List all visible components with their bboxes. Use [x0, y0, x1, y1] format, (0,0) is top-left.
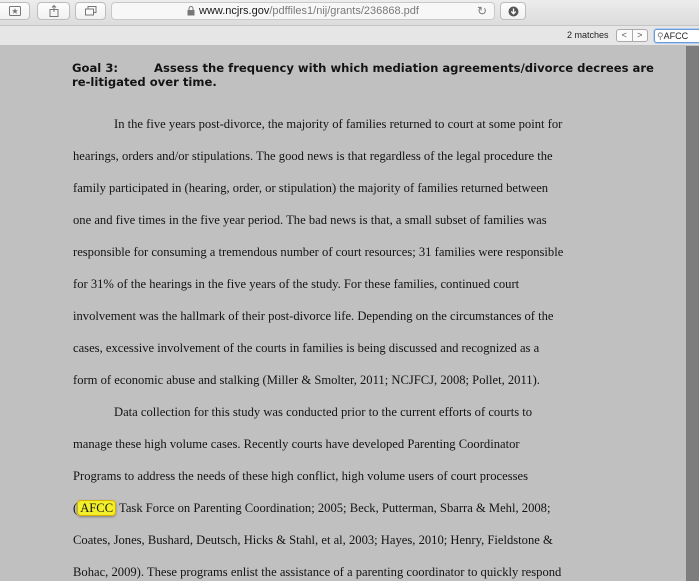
find-query: AFCC: [663, 31, 689, 41]
text-line: one and five times in the five year period. The bad news is that, a small subset of families was: [73, 213, 547, 227]
text-line: Coates, Jones, Bushard, Deutsch, Hicks & Stahl, et al, 2003; Hayes, 2010; Henry, Fieldstone &: [73, 533, 553, 547]
match-count: 2 matches: [567, 30, 609, 40]
search-icon: ⚲: [657, 31, 664, 41]
address-domain: www.ncjrs.gov: [199, 5, 270, 17]
text-line: manage these high volume cases. Recently courts have developed Parenting Coordinator: [73, 437, 520, 451]
tabs-icon: [85, 6, 97, 16]
address-path: /pdffiles1/nij/grants/236868.pdf: [269, 5, 419, 17]
text-line: Data collection for this study was conducted prior to the current efforts of courts to: [114, 405, 533, 419]
text-line: In the five years post-divorce, the majority of families returned to court at some point for: [114, 117, 563, 131]
goal-text-line-1: Assess the frequency with which mediation agreements/divorce decrees are: [154, 61, 654, 75]
find-navigation: [616, 29, 648, 42]
share-button[interactable]: [37, 2, 70, 20]
goal-text-line-2: re-litigated over time.: [72, 75, 217, 89]
lock-icon: [187, 6, 195, 16]
text-line: family participated in (hearing, order, or stipulation) the majority of families returned between: [73, 181, 549, 195]
text-line: involvement was the hallmark of their post-divorce life. Depending on the circumstances of the: [73, 309, 554, 323]
tabs-overview-button[interactable]: [75, 2, 106, 20]
paren-prefix: (: [73, 501, 78, 515]
goal-label: Goal 3:: [72, 61, 119, 75]
download-icon: [508, 6, 519, 17]
star-icon: [9, 6, 21, 16]
address-bar[interactable]: [111, 2, 495, 20]
next-match-button[interactable]: >: [637, 30, 643, 40]
downloads-button[interactable]: [500, 2, 526, 20]
share-icon: [49, 5, 59, 17]
browser-toolbar: [0, 0, 699, 26]
text-line: cases, excessive involvement of the courts in families is being discussed and recognized as a: [73, 341, 540, 355]
pdf-page: [0, 46, 686, 581]
text-line: Bohac, 2009). These programs enlist the assistance of a parenting coordinator to quickly respond: [73, 565, 562, 579]
text-line-with-match: [73, 492, 613, 524]
match-line-rest: Task Force on Parenting Coordination; 2005; Beck, Putterman, Sbarra & Mehl, 2008;: [116, 501, 551, 515]
text-line: for 31% of the hearings in the five years of the study. For these families, continued court: [73, 277, 520, 291]
text-line: responsible for consuming a tremendous number of court resources; 31 families were responsible: [73, 245, 564, 259]
page-scrollbar[interactable]: [686, 46, 699, 581]
previous-match-button[interactable]: <: [617, 30, 633, 41]
text-line: Programs to address the needs of these high conflict, high volume users of court processes: [73, 469, 529, 483]
goal-heading: [72, 61, 654, 89]
text-line: hearings, orders and/or stipulations. The good news is that regardless of the legal procedure the: [73, 149, 553, 163]
text-line: form of economic abuse and stalking (Miller & Smolter, 2011; NCJFCJ, 2008; Pollet, 2011).: [73, 373, 540, 387]
body-text: [73, 108, 613, 581]
bookmark-button[interactable]: [0, 2, 30, 20]
reload-icon[interactable]: ↻: [476, 4, 487, 18]
find-bar: [0, 26, 699, 46]
find-input[interactable]: [654, 29, 699, 43]
search-match-highlight: AFCC: [77, 500, 116, 516]
